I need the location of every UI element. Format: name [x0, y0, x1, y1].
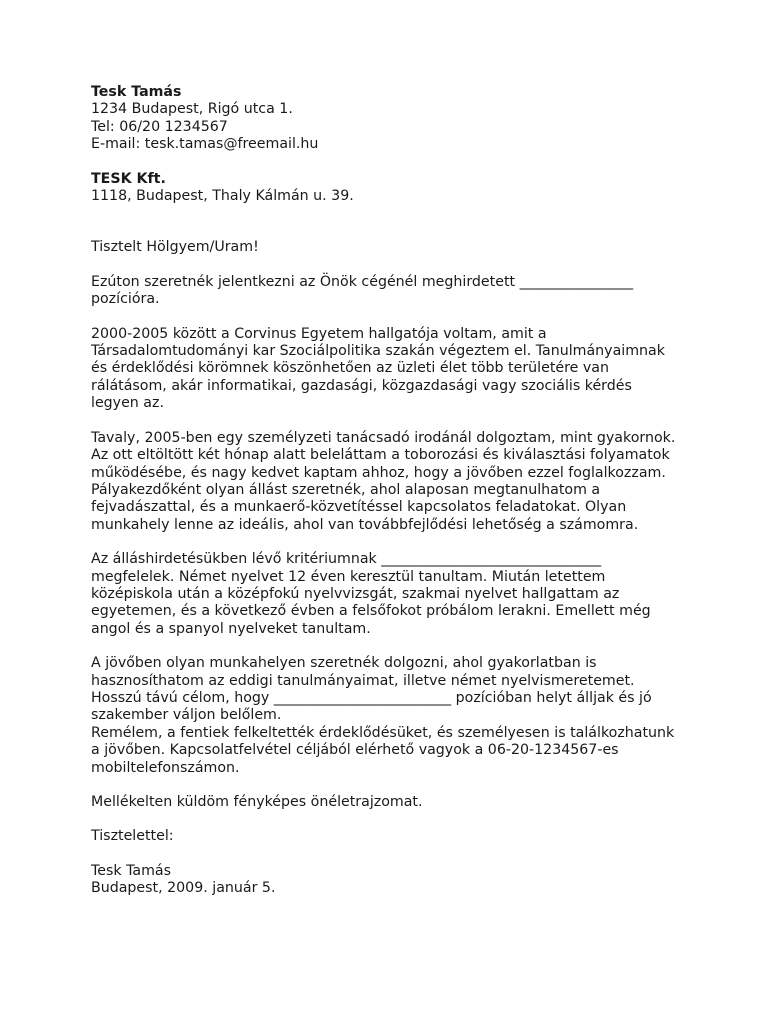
paragraph-line: egyetemen, és a következő évben a felsőfokot próbálom lerakni. Emellett még: [91, 603, 651, 620]
closing: Tisztelettel:: [91, 828, 174, 845]
letter-page: [91, 84, 711, 898]
paragraph-line: mobiltelefonszámon.: [91, 759, 240, 776]
paragraph-attachment: [91, 794, 711, 811]
paragraph-line: Pályakezdőként olyan állást szeretnék, ahol alaposan megtanulhatom a: [91, 481, 601, 498]
paragraph-intro: [91, 274, 711, 309]
sender-name: Tesk Tamás: [91, 84, 182, 100]
paragraph-line: Társadalomtudományi kar Szociálpolitika szakán végeztem el. Tanulmányaimnak: [91, 343, 665, 360]
recipient-block: [91, 171, 711, 206]
paragraph-line: A jövőben olyan munkahelyen szeretnék dolgozni, ahol gyakorlatban is: [91, 655, 597, 672]
recipient-company: TESK Kft.: [91, 170, 166, 187]
paragraph-line: Az ott eltöltött két hónap alatt beleláttam a toborozási és kiválasztási folyamatok: [91, 447, 670, 464]
paragraph-education: [91, 326, 711, 413]
sender-address: 1234 Budapest, Rigó utca 1.: [91, 101, 293, 118]
paragraph-line: legyen az.: [91, 395, 164, 412]
paragraph-line: 2000-2005 között a Corvinus Egyetem hallgatója voltam, amit a: [91, 325, 547, 342]
paragraph-line: Hosszú távú célom, hogy _________________________ pozícióban helyt álljak és jó: [91, 689, 652, 706]
paragraph-line: pozícióra.: [91, 291, 160, 308]
paragraph-line: Tavaly, 2005-ben egy személyzeti tanácsadó irodánál dolgoztam, mint gyakornok.: [91, 429, 676, 446]
paragraph-line: Mellékelten küldöm fényképes önéletrajzomat.: [91, 794, 423, 810]
paragraph-line: Az álláshirdetésükben lévő kritériumnak _______________________________: [91, 551, 602, 568]
paragraph-line: a jövőben. Kapcsolatfelvétel céljából elérhető vagyok a 06-20-1234567-es: [91, 742, 619, 759]
paragraph-languages: [91, 551, 711, 638]
signature-name: Tesk Tamás: [91, 862, 172, 879]
sender-email: E-mail: tesk.tamas@freemail.hu: [91, 136, 319, 153]
paragraph-line: Remélem, a fentiek felkeltették érdeklődésüket, és személyesen is találkozhatunk: [91, 724, 675, 741]
paragraph-line: rálátásom, akár informatikai, gazdasági, közgazdasági vagy szociális kérdés: [91, 377, 632, 394]
paragraph-line: angol és a spanyol nyelveket tanultam.: [91, 620, 371, 637]
paragraph-line: és érdeklődési körömnek köszönhetően az üzleti élet több területére van: [91, 360, 609, 377]
paragraph-line: megfelelek. Német nyelvet 12 éven keresztül tanultam. Miután letettem: [91, 568, 606, 585]
paragraph-goals: [91, 655, 711, 777]
recipient-address: 1118, Budapest, Thaly Kálmán u. 39.: [91, 188, 354, 205]
paragraph-line: fejvadászattal, és a munkaerő-közvetítéssel kapcsolatos feladatokat. Olyan: [91, 499, 627, 516]
sender-block: [91, 84, 711, 154]
sender-phone: Tel: 06/20 1234567: [91, 118, 228, 135]
signature-place-date: Budapest, 2009. január 5.: [91, 880, 276, 897]
salutation: Tisztelt Hölgyem/Uram!: [91, 239, 259, 256]
paragraph-line: hasznosíthatom az eddigi tanulmányaimat, illetve német nyelvismeretemet.: [91, 672, 635, 689]
paragraph-line: működésébe, és nagy kedvet kaptam ahhoz, hogy a jövőben ezzel foglalkozzam.: [91, 464, 666, 481]
paragraph-experience: [91, 430, 711, 534]
paragraph-line: középiskola után a középfokú nyelvvizsgát, szakmai nyelvet hallgattam az: [91, 585, 620, 602]
paragraph-line: Ezúton szeretnék jelentkezni az Önök cégénél meghirdetett ________________: [91, 273, 634, 290]
signature-block: [91, 863, 711, 898]
paragraph-line: munkahely lenne az ideális, ahol van továbbfejlődési lehetőség a számomra.: [91, 516, 639, 533]
paragraph-line: szakember váljon belőlem.: [91, 707, 282, 724]
